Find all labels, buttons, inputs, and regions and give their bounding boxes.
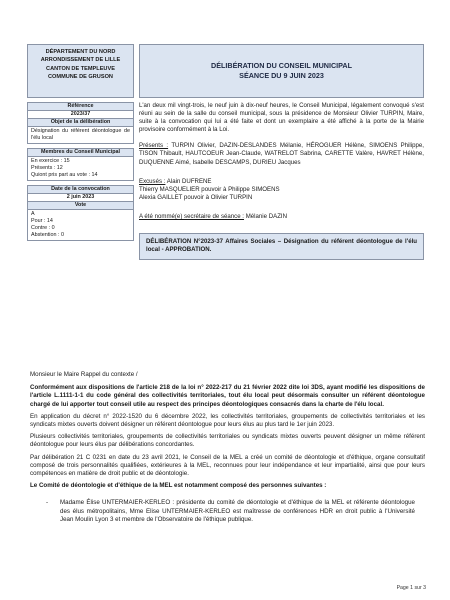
- context-heading: Monsieur le Maire Rappel du contexte /: [30, 371, 138, 378]
- paragraph-law-3ds: Conformément aux dispositions de l'article 218 de la loi n° 2022-217 du 21 février 2022 dite loi 3DS, ayant modifié les dispositions de l'article L.1111-1-1 du code général des collectivités territoriales, tout élu local peut désormais consulter un référent déontologue chargé de lui apporter tout conseil utile au respect des principes déontologiques consacrés dans la charte de l'élu local.: [30, 384, 425, 408]
- session-date: SÉANCE DU 9 JUIN 2023: [239, 71, 324, 80]
- attendees-list: TURPIN Olivier, DAZIN-DESLANDES Mélanie, HÉROGUER Hélène, SIMOENS Philippe, TISON Thibault, HAUTCOEUR Jean-Claude, WATRELOT Sabrina, CARETTE Valère, HAVRET Hélène, DUQUENNE Aimé, Isabelle DESCAMPS, DURIEU Jacques: [139, 142, 424, 166]
- excused-label: Excusés :: [139, 177, 166, 185]
- objet-value: Désignation du référent déontologue de l'élu local: [31, 128, 130, 141]
- page-number: Page 1 sur 3: [396, 585, 426, 591]
- secretary-line: [139, 213, 424, 221]
- excused-block: [139, 178, 424, 202]
- excused-line-3: Alexia GAILLET pouvoir à Olivier TURPIN: [139, 193, 253, 201]
- document-title: DÉLIBÉRATION DU CONSEIL MUNICIPAL: [211, 61, 352, 70]
- convocation-label: Date de la convocation: [28, 186, 133, 194]
- members-voting: Quiont pris part au vote : 14: [31, 172, 98, 178]
- reference-label: Référence: [28, 103, 133, 111]
- excused-line-1: Alain DUFRENE: [165, 177, 212, 185]
- vote-abstention: Abstention : 0: [31, 232, 64, 238]
- vote-label: Vote: [28, 202, 133, 210]
- arrondissement-line: ARRONDISSEMENT DE LILLE: [40, 57, 121, 64]
- objet-label: Objet de la délibération: [28, 119, 133, 127]
- session-details: [139, 102, 424, 260]
- canton-line: CANTON DE TEMPLEUVE: [46, 65, 115, 72]
- session-intro: L'an deux mil vingt-trois, le neuf juin à dix-neuf heures, le Conseil Municipal, légalement convoqué s'est réuni au sein de la salle du conseil municipal, sous la présidence de Monsieur Olivier TURPIN, Maire, suite à la convocation qui lui a été faite et dont un exemplaire a été affiché à la porte de la Mairie provisoire conformément à la Loi.: [139, 102, 424, 134]
- secretary-name: Mélanie DAZIN: [244, 212, 288, 220]
- members-present: Présents : 12: [31, 165, 63, 171]
- vote-against: Contre : 0: [31, 225, 55, 231]
- attendees-paragraph: [139, 142, 424, 166]
- document-body: [30, 371, 425, 524]
- paragraph-mel-committee: Par délibération 21 C 0231 en date du 23 avril 2021, le Conseil de la MEL a créé un comité de déontologie et d'éthique, organe consultatif composé de trois personnalités qualifiées, extérieures à la MEL, reconnues pour leur indépendance et leur impartialité, ainsi que pour leurs compétences en matière de droit public et de déontologie.: [30, 453, 425, 478]
- secretary-label: A été nommé(e) secrétaire de séance :: [139, 212, 245, 220]
- deliberation-title: DÉLIBÉRATION N°2023-37 Affaires Sociales – Désignation du référent déontologue de l'élu local - APPROBATION.: [139, 233, 424, 260]
- vote-for: Pour : 14: [31, 218, 53, 224]
- convocation-box: [27, 185, 134, 241]
- members-box: [27, 148, 134, 181]
- attendees-label: Présents :: [139, 142, 169, 150]
- bullet-dash: -: [46, 499, 49, 507]
- paragraph-decree: En application du décret n° 2022-1520 du 6 décembre 2022, les collectivités territoriales, groupements de collectivités territoriales et les syndicats mixtes ouverts doivent désigner un référent déontologue pour leurs élus au plus tard le 1er juin 2023.: [30, 412, 425, 429]
- reference-value: 2023/37: [28, 111, 133, 119]
- excused-line-2: Thierry MASQUELIER pouvoir à Philippe SIMOENS: [139, 185, 280, 193]
- list-item-text: Madame Élise UNTERMAIER-KERLEO : présidente du comité de déontologie et d'éthique de la MEL et référente déontologue des élus métropolitains, Mme Elise UNTERMAIER-KERLEO est maîtresse de conférences HDR en droit public à l'Université Jean Moulin Lyon 3 et membre de l'Observatoire de l'éthique publique.: [60, 499, 415, 523]
- paragraph-committee-members: Le Comité de déontologie et d'éthique de la MEL est notamment composé des personnes suivantes :: [30, 482, 327, 490]
- members-label: Membres du Conseil Municipal: [28, 149, 133, 157]
- administrative-header: [27, 44, 134, 98]
- paragraph-shared-referent: Plusieurs collectivités territoriales, groupements de collectivités territoriales ou syndicats mixtes ouverts peuvent désigner un même référent déontologue pour leurs élus par délibérations concordantes.: [30, 433, 425, 449]
- list-item: [46, 499, 425, 524]
- reference-box: [27, 102, 134, 144]
- commune-line: COMMUNE DE GRUSON: [48, 74, 113, 81]
- members-in-office: En exercice : 15: [31, 158, 70, 164]
- department-line: DÉPARTEMENT DU NORD: [45, 49, 116, 55]
- vote-a: A: [31, 211, 35, 217]
- convocation-date: 2 juin 2023: [28, 194, 133, 202]
- info-sidebar: [27, 102, 134, 245]
- document-title-box: [139, 44, 424, 98]
